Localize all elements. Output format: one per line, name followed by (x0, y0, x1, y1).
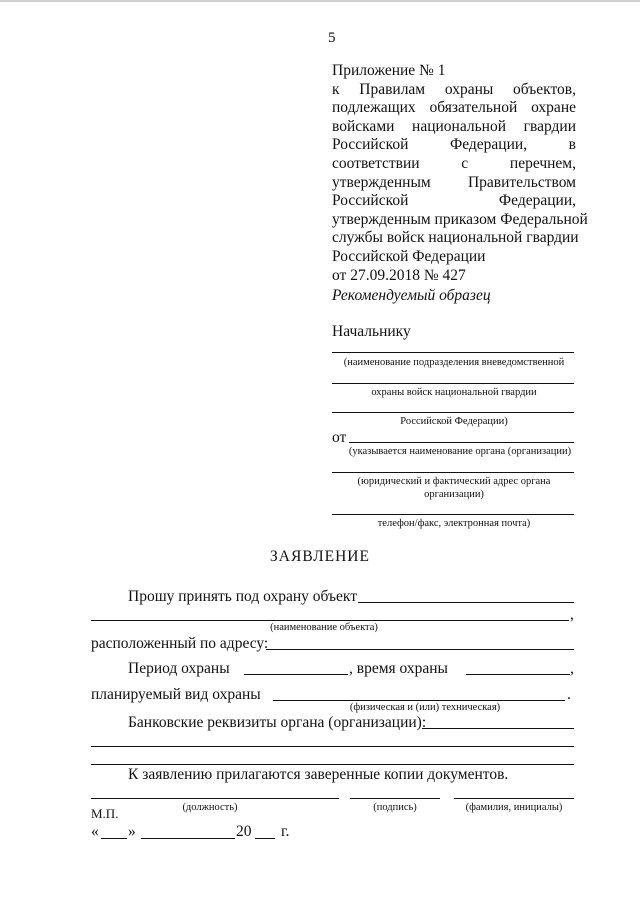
addressee-chief: Начальнику (332, 323, 411, 340)
caption-unit: (наименование подразделения вневедомственной (343, 357, 565, 368)
date-open-quote: « (91, 823, 99, 840)
day-line[interactable] (101, 838, 127, 839)
appendix-line: Российской Федерации (332, 247, 486, 265)
period-dot: . (567, 686, 571, 703)
year-prefix: 20 (236, 823, 252, 840)
fill-line[interactable] (332, 472, 574, 473)
appendix-line: утвержденным приказом Федеральной (332, 210, 588, 228)
caption-name: (фамилия, инициалы) (465, 802, 563, 813)
date-close-quote: » (128, 823, 136, 840)
caption-contacts: телефон/факс, электронная почта) (377, 518, 531, 529)
caption-unit-3: Российской Федерации) (400, 416, 508, 427)
caption-object: (наименование объекта) (270, 622, 378, 633)
scan-edge (0, 0, 640, 2)
month-line[interactable] (141, 838, 235, 839)
bank-line-3[interactable] (91, 764, 574, 765)
caption-type: (физическая и (или) техническая) (349, 702, 501, 713)
appendix-line: Российской Федерации, в (332, 136, 576, 154)
planned-line[interactable] (273, 700, 565, 701)
appendix-line: службы войск национальной гвардии (332, 229, 579, 247)
position-line[interactable] (91, 798, 339, 799)
year-suffix: г. (281, 823, 290, 840)
request-text: Прошу принять под охрану объект (128, 588, 358, 605)
page-number: 5 (328, 30, 336, 46)
bank-label: Банковские реквизиты органа (организации): (128, 714, 427, 731)
time-line[interactable] (466, 674, 570, 675)
appendix-line: утвержденным Правительством (332, 173, 576, 191)
appendix-block (332, 62, 588, 285)
address-line[interactable] (266, 649, 574, 650)
period-line[interactable] (244, 674, 348, 675)
comma: , (570, 660, 574, 677)
signature-line[interactable] (350, 798, 440, 799)
fill-line[interactable] (332, 383, 574, 384)
year-line[interactable] (255, 838, 275, 839)
appendix-line: Приложение № 1 (332, 62, 446, 79)
appendix-line: Российской Федерации, (332, 192, 576, 210)
name-line[interactable] (454, 798, 574, 799)
stamp-place: М.П. (91, 806, 119, 821)
fill-line[interactable] (332, 352, 574, 353)
document-title: ЗАЯВЛЕНИЕ (270, 548, 370, 565)
caption-address: (юридический и фактический адрес органа (357, 476, 551, 487)
caption-organization: (указывается наименование органа (организации) (348, 446, 572, 457)
caption-unit-2: охраны войск национальной гвардии (371, 387, 537, 398)
recommended-sample: Рекомендуемый образец (332, 287, 491, 304)
address-label: расположенный по адресу: (91, 635, 269, 652)
period-label: Период охраны (128, 660, 230, 677)
object-line-2[interactable] (91, 620, 569, 621)
caption-signature: (подпись) (373, 802, 417, 813)
appendix-line: соответствии с перечнем, (332, 154, 576, 172)
caption-address-2: организации) (424, 489, 484, 500)
appendix-line: от 27.09.2018 № 427 (332, 266, 466, 284)
planned-label: планируемый вид охраны (91, 686, 261, 703)
time-label: , время охраны (349, 660, 448, 677)
bank-line-2[interactable] (91, 746, 574, 747)
fill-line[interactable] (332, 514, 574, 515)
appendix-line: войсками национальной гвардии (332, 117, 576, 135)
appendix-line: к Правилам охраны объектов, (332, 80, 576, 98)
object-line[interactable] (358, 602, 574, 603)
attached-text: К заявлению прилагаются заверенные копии документов. (128, 766, 509, 783)
appendix-line: подлежащих обязательной охране (332, 99, 576, 117)
comma: , (570, 606, 574, 623)
fill-line[interactable] (332, 412, 574, 413)
caption-position: (должность) (182, 802, 238, 813)
bank-line[interactable] (422, 728, 574, 729)
fill-line[interactable] (349, 442, 574, 443)
from-label: от (332, 429, 347, 446)
